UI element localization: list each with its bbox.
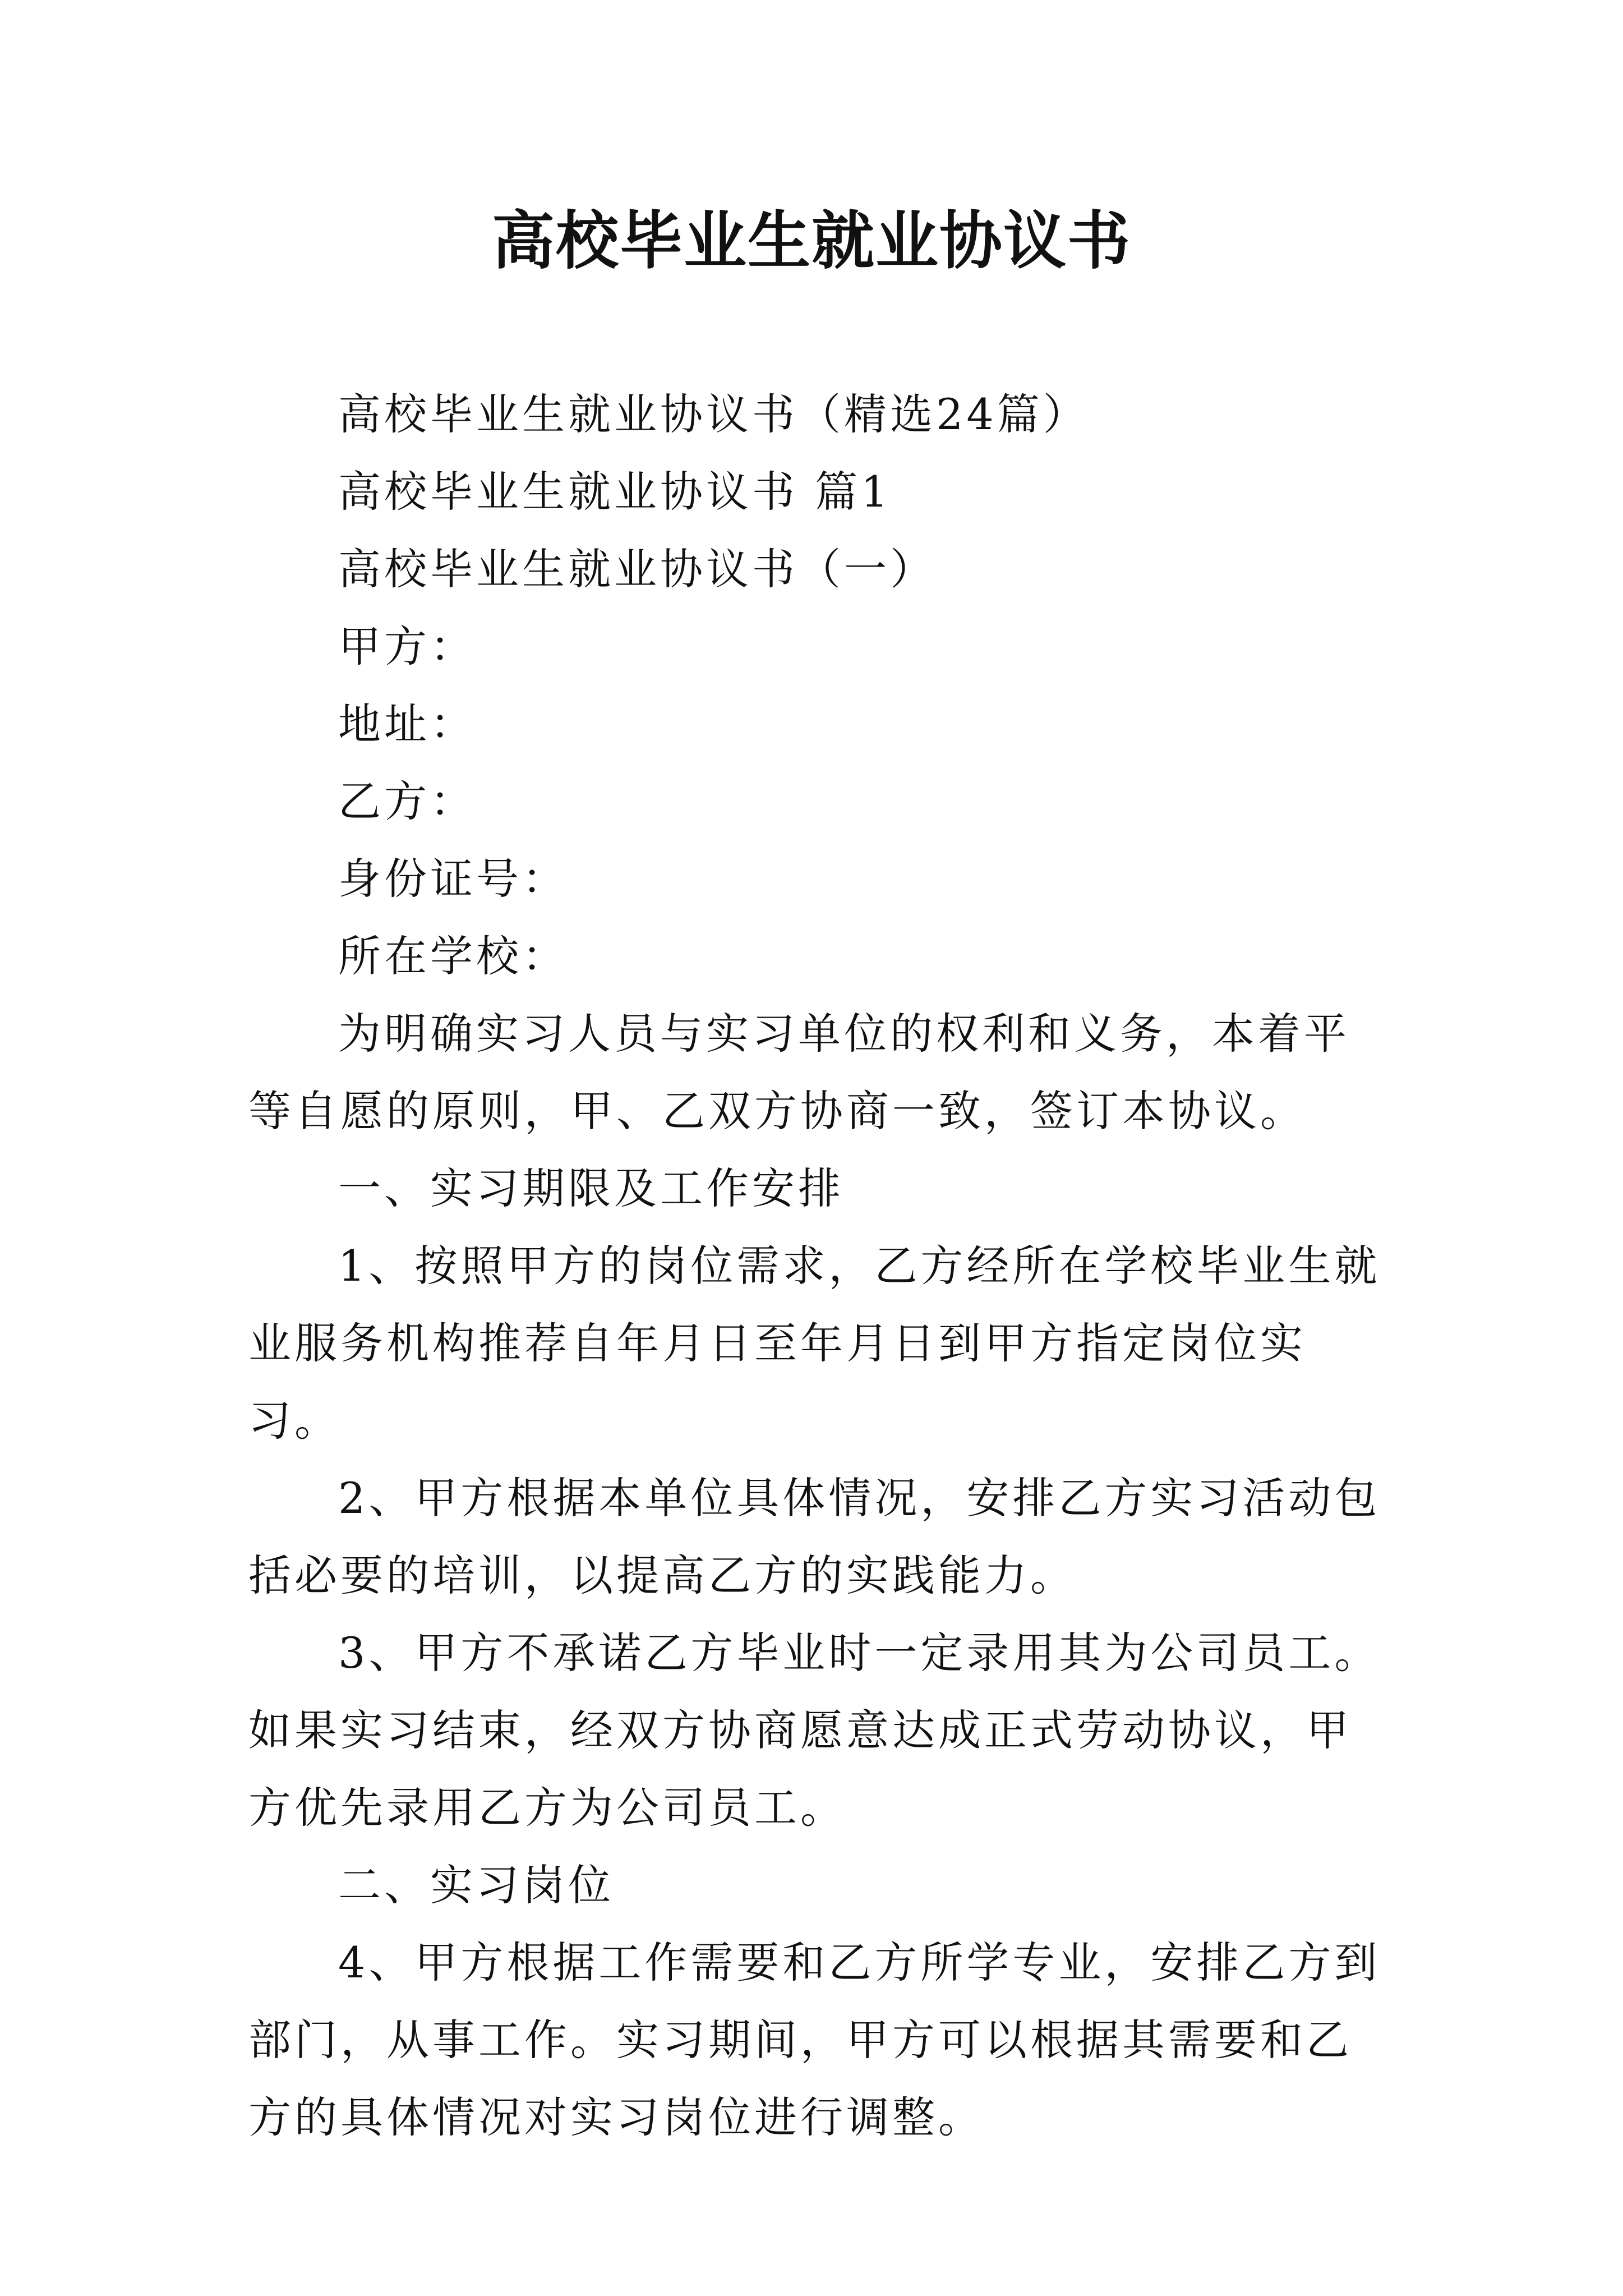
paragraph-article-heading: 高校毕业生就业协议书 篇1 (338, 467, 892, 517)
heading-internship-position: 二、实习岗位 (338, 1860, 614, 1910)
clause-4: 4、甲方根据工作需要和乙方所学专业，安排乙方到部门，从事工作。实习期间，甲方可以根据其需要和乙方的具体情况对实习岗位进行调整。 (248, 1938, 1381, 2142)
paragraph-section-heading: 高校毕业生就业协议书（一） (338, 544, 936, 594)
field-id-number: 身份证号： (338, 854, 568, 904)
document-body (248, 376, 1387, 2156)
heading-internship-period: 一、实习期限及工作安排 (338, 1163, 844, 1213)
clause-1: 1、按照甲方的岗位需求，乙方经所在学校毕业生就业服务机构推荐自年月日至年月日到甲方指定岗位实习。 (248, 1241, 1381, 1446)
clause-2: 2、甲方根据本单位具体情况，安排乙方实习活动包括必要的培训，以提高乙方的实践能力。 (248, 1473, 1381, 1600)
paragraph-preamble: 为明确实习人员与实习单位的权利和义务，本着平等自愿的原则，甲、乙双方协商一致，签订本协议。 (248, 1009, 1350, 1136)
paragraph-subtitle: 高校毕业生就业协议书（精选24篇） (338, 389, 1089, 439)
field-school: 所在学校： (338, 931, 568, 981)
document-title: 高校毕业生就业协议书 (492, 204, 1131, 278)
field-party-a: 甲方： (338, 622, 476, 671)
clause-3: 3、甲方不承诺乙方毕业时一定录用其为公司员工。如果实习结束，经双方协商愿意达成正式劳动协议，甲方优先录用乙方为公司员工。 (248, 1628, 1381, 1833)
field-address: 地址： (338, 699, 476, 749)
field-party-b: 乙方： (338, 776, 476, 826)
